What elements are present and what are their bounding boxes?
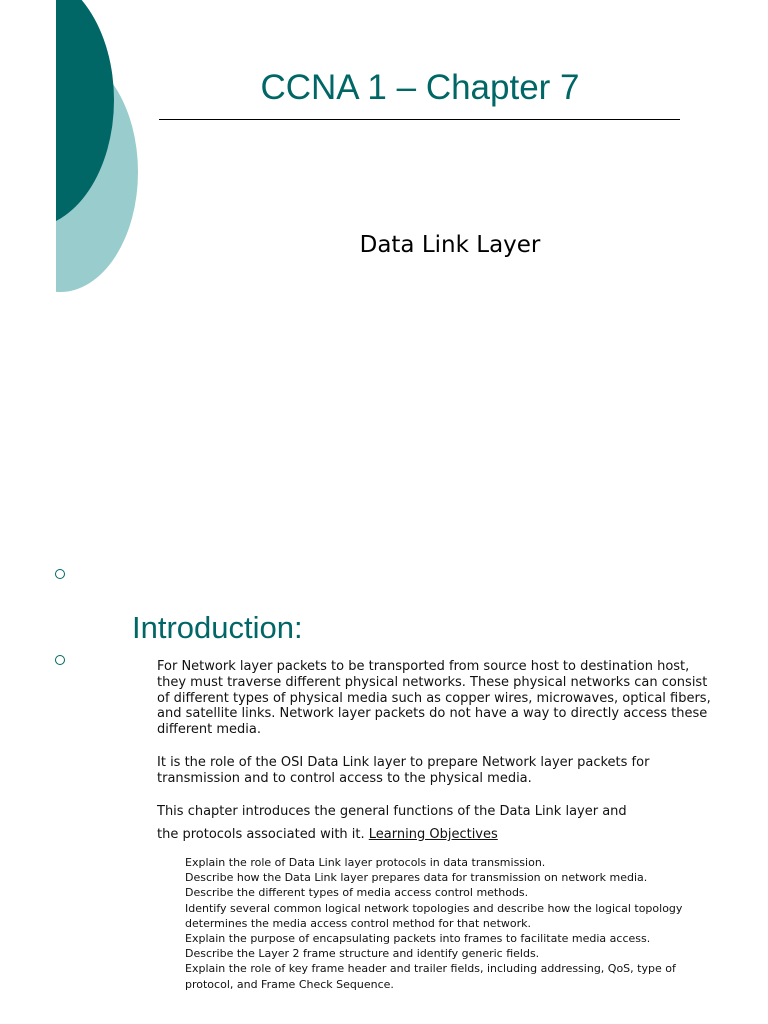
bullet-marker (55, 569, 65, 579)
left-edge-mask (0, 0, 56, 300)
list-item: Explain the purpose of encapsulating packets into frames to facilitate media access. (185, 932, 651, 946)
list-item: Describe the Layer 2 frame structure and identify generic fields. (185, 947, 540, 961)
slide-subtitle: Data Link Layer (359, 232, 541, 258)
intro-paragraph-3-text: the protocols associated with it. (157, 827, 365, 842)
list-item: Describe the different types of media access control methods. (185, 886, 529, 900)
intro-paragraph-2: It is the role of the OSI Data Link layer to prepare Network layer packets for transmission and to control access to the physical media. (157, 755, 650, 786)
slide-title: CCNA 1 – Chapter 7 (260, 68, 580, 107)
title-divider (159, 119, 680, 120)
learning-objectives-link[interactable]: Learning Objectives (368, 827, 498, 842)
list-item: Identify several common logical network topologies and describe how the logical topology determines the media access control method for that network. (185, 901, 683, 930)
intro-paragraph-3-line-2 (157, 827, 717, 843)
section-heading: Introduction: (132, 610, 303, 645)
bullet-marker (55, 655, 65, 665)
list-item: Explain the role of Data Link layer protocols in data transmission. (185, 856, 546, 869)
objectives-list (185, 855, 725, 992)
list-item: Describe how the Data Link layer prepares data for transmission on network media. (185, 871, 648, 885)
intro-paragraph-1: For Network layer packets to be transported from source host to destination host, they must traverse different physical networks. These physical networks can consist of different types of physical media such as copper wires, microwaves, optical fibers, and satellite links. Network layer packets do not have a way to directly access these different media. (157, 659, 711, 738)
list-item: Explain the role of key frame header and trailer fields, including addressing, QoS, type of protocol, and Frame Check Sequence. (185, 962, 676, 991)
intro-paragraph-3-line-1: This chapter introduces the general functions of the Data Link layer and (157, 804, 627, 819)
corner-decoration (0, 0, 150, 300)
